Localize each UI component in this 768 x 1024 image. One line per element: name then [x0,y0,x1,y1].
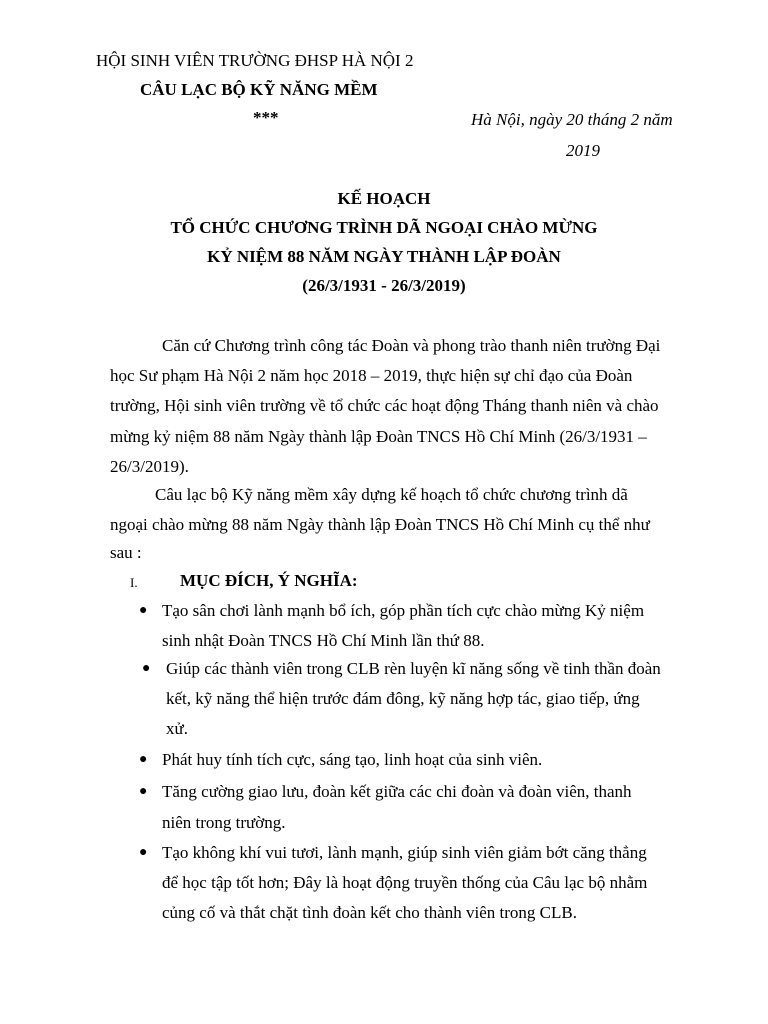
doc-subtitle-line1: TỔ CHỨC CHƯƠNG TRÌNH DÃ NGOẠI CHÀO MỪNG [170,218,598,237]
paragraph-line: mừng kỷ niệm 88 năm Ngày thành lập Đoàn TNCS Hồ Chí Minh (26/3/1931 – [110,427,647,446]
doc-title: KẾ HOẠCH [337,189,431,208]
list-item-line: Tạo sân chơi lành mạnh bổ ích, góp phần tích cực chào mừng Kỷ niệm [162,601,645,620]
date-line2: 2019 [566,141,600,160]
header-stars: *** [253,108,279,127]
org-name-line2: CÂU LẠC BỘ KỸ NĂNG MỀM [140,80,378,99]
list-item-line: niên trong trường. [162,813,286,832]
bullet-icon: ● [139,784,148,799]
paragraph-line: Câu lạc bộ Kỹ năng mềm xây dựng kế hoạch tổ chức chương trình dã [155,485,628,504]
section-number: I. [130,575,138,590]
bullet-icon: ● [142,661,151,676]
paragraph-line: ngoại chào mừng 88 năm Ngày thành lập Đoàn TNCS Hồ Chí Minh cụ thể như [110,515,650,534]
paragraph-line: học Sư phạm Hà Nội 2 năm học 2018 – 2019, thực hiện sự chỉ đạo của Đoàn [110,366,633,385]
paragraph-line: trường, Hội sinh viên trường về tổ chức các hoạt động Tháng thanh niên và chào [110,396,659,415]
list-item-line: để học tập tốt hơn; Đây là hoạt động truyền thống của Câu lạc bộ nhằm [162,873,648,892]
date-line1: Hà Nội, ngày 20 tháng 2 năm [471,110,673,129]
list-item-line: củng cố và thắt chặt tình đoàn kết cho thành viên trong CLB. [162,903,577,922]
paragraph-line: 26/3/2019). [110,457,189,476]
paragraph-line: Căn cứ Chương trình công tác Đoàn và phong trào thanh niên trường Đại [162,336,661,355]
list-item-line: Tạo không khí vui tươi, lành mạnh, giúp sinh viên giảm bớt căng thẳng [162,843,647,862]
section-heading: MỤC ĐÍCH, Ý NGHĨA: [180,571,358,590]
paragraph-line: sau : [110,543,142,562]
list-item-line: Tăng cường giao lưu, đoàn kết giữa các chi đoàn và đoàn viên, thanh [162,782,632,801]
doc-subtitle-dates: (26/3/1931 - 26/3/2019) [302,276,466,295]
bullet-icon: ● [139,752,148,767]
list-item-line: xử. [166,719,188,738]
list-item-line: sinh nhật Đoàn TNCS Hồ Chí Minh lần thứ 88. [162,631,485,650]
bullet-icon: ● [139,603,148,618]
org-name-line1: HỘI SINH VIÊN TRƯỜNG ĐHSP HÀ NỘI 2 [96,51,414,70]
list-item-line: Phát huy tính tích cực, sáng tạo, linh hoạt của sinh viên. [162,750,543,769]
list-item-line: Giúp các thành viên trong CLB rèn luyện kĩ năng sống về tinh thần đoàn [166,659,661,678]
doc-subtitle-line2: KỶ NIỆM 88 NĂM NGÀY THÀNH LẬP ĐOÀN [207,247,561,266]
list-item-line: kết, kỹ năng thể hiện trước đám đông, kỹ năng hợp tác, giao tiếp, ứng [166,689,640,708]
bullet-icon: ● [139,845,148,860]
